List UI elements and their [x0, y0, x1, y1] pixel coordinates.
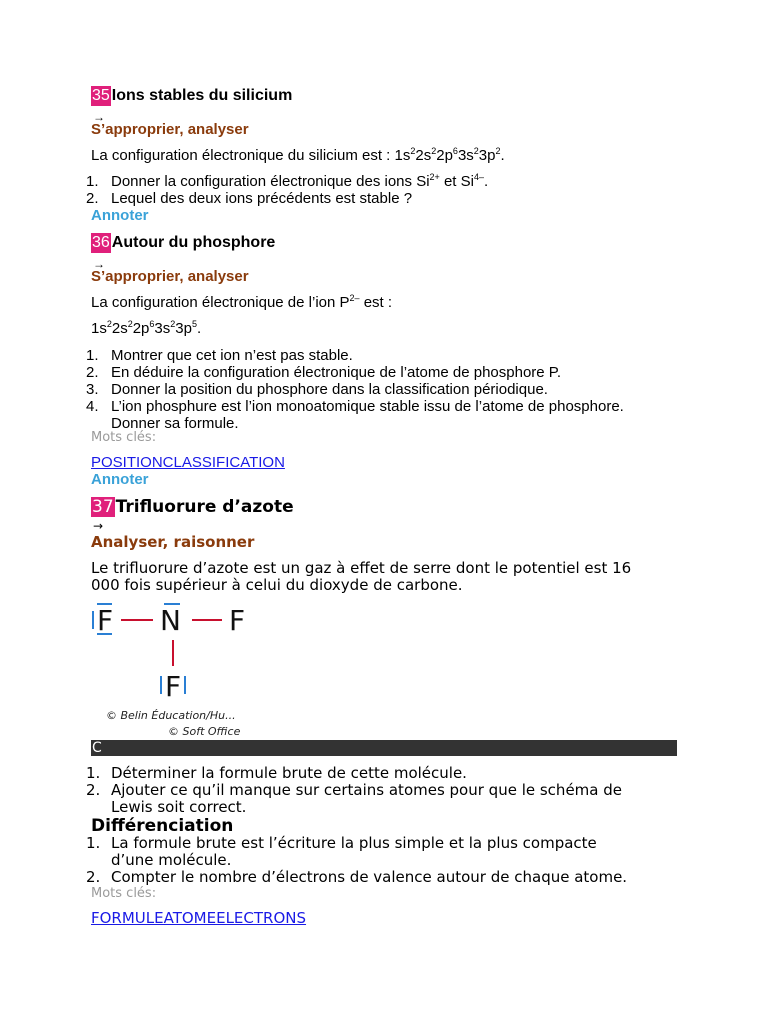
question-list — [86, 764, 661, 816]
list-item: 1. La formule brute est l’écriture la plus simple et la plus compacte d’une molécule. — [86, 834, 597, 869]
exercise-number-badge: 37 — [92, 497, 114, 517]
atom-f-left: F — [97, 604, 114, 637]
annotate-link[interactable]: Annoter — [91, 207, 149, 224]
list-item: 2. Ajouter ce qu’il manque sur certains atomes pour que le schéma de Lewis soit correct. — [86, 781, 622, 816]
skill-label: S’approprier, analyser — [91, 121, 249, 138]
image-credit: © Soft Office — [168, 725, 241, 738]
keywords-label: Mots clés: — [91, 886, 157, 901]
exercise-title: Autour du phosphore — [111, 234, 276, 251]
arrow-icon: → — [93, 257, 105, 271]
exercise-number-badge: 35 — [92, 87, 110, 104]
atom-f-right: F — [229, 604, 246, 637]
exercise-37-heading — [91, 497, 294, 517]
caption-bar: C — [91, 740, 677, 756]
list-item: 2. Lequel des deux ions précédents est stable ? — [86, 190, 413, 207]
exercise-36-heading — [91, 233, 275, 253]
keywords-link[interactable]: FORMULEATOMEELECTRONS — [91, 909, 307, 927]
atom-f-bottom: F — [165, 670, 182, 703]
exercise-intro: La configuration électronique de l’ion $P^{2-}$ est : — [91, 293, 393, 311]
exercise-number-badge: 36 — [92, 234, 110, 251]
question-list — [86, 172, 681, 207]
intro-text: La configuration électronique du silicium est : — [91, 147, 395, 164]
list-item: 3. Donner la position du phosphore dans la classification périodique. — [86, 381, 548, 398]
exercise-title: Trifluorure d’azote — [115, 497, 294, 517]
skill-label: Analyser, raisonner — [91, 533, 255, 551]
lewis-structure-diagram — [91, 600, 261, 704]
arrow-icon: → — [93, 110, 105, 124]
electron-configuration: $1s^22s^22p^63s^23p^2$. — [394, 146, 505, 164]
keywords-label: Mots clés: — [91, 430, 157, 445]
annotate-link[interactable]: Annoter — [91, 471, 149, 488]
exercise-intro — [91, 147, 681, 164]
list-item: 1. Donner la configuration électronique des ions $Si^{2+}$ et $Si^{4-}$. — [86, 172, 489, 190]
arrow-icon: → — [93, 519, 104, 533]
differenciation-list — [86, 834, 636, 886]
exercise-35-heading — [91, 86, 292, 106]
image-credit: © Belin Éducation/Hu... — [106, 709, 236, 722]
list-item: 2. Compter le nombre d’électrons de valence autour de chaque atome. — [86, 868, 628, 886]
list-item: 1. Déterminer la formule brute de cette molécule. — [86, 764, 467, 782]
exercise-title: Ions stables du silicium — [111, 87, 293, 104]
list-item: 2. En déduire la configuration électronique de l’atome de phosphore P. — [86, 364, 562, 381]
electron-configuration: $1s^22s^22p^63s^23p^5$. — [91, 319, 202, 337]
list-item: 1. Montrer que cet ion n’est pas stable. — [86, 347, 353, 364]
exercise-intro: Le trifluorure d’azote est un gaz à effet de serre dont le potentiel est 16 000 fois supérieur à celui du dioxyde de carbone. — [91, 559, 632, 594]
keywords-link[interactable]: POSITIONCLASSIFICATION — [91, 454, 285, 471]
skill-label: S’approprier, analyser — [91, 268, 249, 285]
differenciation-heading: Différenciation — [91, 816, 234, 836]
question-list — [86, 347, 681, 432]
list-item: 4. L’ion phosphure est l’ion monoatomique stable issu de l’atome de phosphore. Donner sa formule. — [86, 398, 624, 432]
atom-n: N — [160, 604, 181, 637]
